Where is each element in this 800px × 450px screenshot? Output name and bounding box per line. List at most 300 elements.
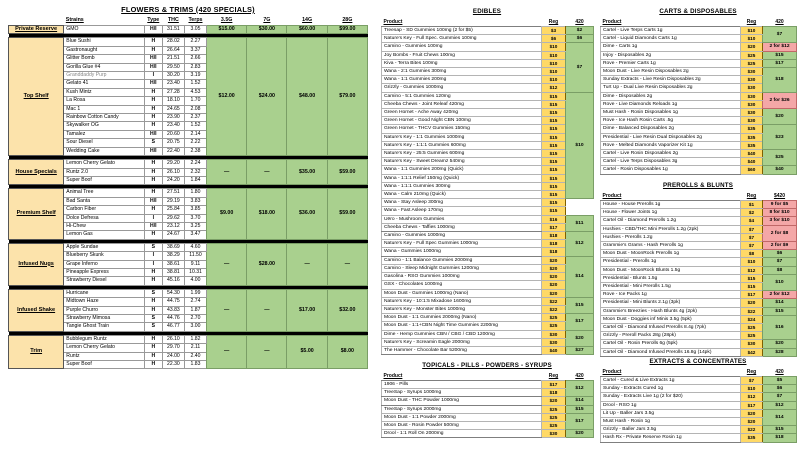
regular-price: $15 bbox=[741, 274, 763, 282]
strain-name: Apple Sundae bbox=[64, 243, 144, 251]
strain-terps: 2.27 bbox=[184, 38, 206, 46]
regular-price: $35 bbox=[741, 133, 763, 141]
strain-terps: 2.66 bbox=[184, 55, 206, 63]
regular-price: $15 bbox=[542, 141, 566, 149]
extracts-header-row bbox=[601, 368, 797, 377]
strain-type: I bbox=[144, 252, 162, 260]
product-name: Drool - RSO 1g bbox=[601, 401, 741, 409]
product-name: Joy Bombs - Fruit Chews 100mg bbox=[382, 51, 542, 59]
table-row bbox=[382, 141, 594, 149]
flowers-col-category bbox=[9, 16, 64, 26]
product-name: Grizzly - Baller Jars 3.5g bbox=[601, 426, 741, 434]
topicals-col-product: Product bbox=[382, 372, 542, 381]
strain-thc: 20.75 bbox=[162, 139, 184, 147]
sale-price: $40 bbox=[763, 166, 797, 174]
edibles-section-title: EDIBLES bbox=[472, 8, 502, 15]
product-name: Wana - 2:1 Gummies 300mg bbox=[382, 68, 542, 76]
table-row bbox=[382, 413, 594, 421]
product-name: Nature's Key - Screamin Eagle 2000mg bbox=[382, 338, 542, 346]
table-row bbox=[601, 51, 797, 59]
table-row bbox=[601, 434, 797, 442]
strain-thc: 38.69 bbox=[162, 243, 184, 251]
table-row bbox=[9, 243, 368, 251]
regular-price: $10 bbox=[741, 35, 763, 43]
strain-terps: 3.05 bbox=[184, 26, 206, 34]
regular-price: $15 bbox=[741, 283, 763, 291]
strain-type: H bbox=[144, 160, 162, 168]
strain-thc: 26.10 bbox=[162, 168, 184, 176]
regular-price: $7 bbox=[741, 377, 763, 385]
product-name: Presidential - Mini Blunts 2.1g (3pk) bbox=[601, 299, 741, 307]
regular-price: $15 bbox=[542, 133, 566, 141]
extracts-table bbox=[600, 368, 797, 443]
strain-name: Kush Mintz bbox=[64, 88, 144, 96]
sale-price: $14 bbox=[566, 256, 594, 297]
table-row bbox=[601, 27, 797, 35]
prerolls-table bbox=[600, 192, 797, 357]
strain-terps: 1.70 bbox=[184, 97, 206, 105]
sale-price: $8 bbox=[763, 266, 797, 274]
extracts-col-product: Product bbox=[601, 368, 741, 377]
table-row bbox=[382, 174, 594, 182]
regular-price: $17 bbox=[542, 223, 566, 231]
strain-name: Gelato 41 bbox=[64, 80, 144, 88]
product-name: Hushies - Prerolls 1.2g bbox=[601, 233, 741, 241]
flowers-col-terps: Terps bbox=[184, 16, 206, 26]
strain-terps: 11.50 bbox=[184, 252, 206, 260]
strain-terps: 2.08 bbox=[184, 105, 206, 113]
strain-name: Super Boof bbox=[64, 361, 144, 369]
table-row bbox=[382, 150, 594, 158]
strain-name: Lemon Cherry Gelato bbox=[64, 160, 144, 168]
strain-type: H bbox=[144, 189, 162, 197]
prerolls-col-reg: Reg bbox=[741, 192, 763, 201]
price-g28: — bbox=[327, 243, 367, 285]
strain-type: I bbox=[144, 260, 162, 268]
product-name: Wana - 1:1:1 Relief 150mg (Quick) bbox=[382, 174, 542, 182]
edibles-table bbox=[381, 18, 594, 355]
strain-thc: 38.29 bbox=[162, 252, 184, 260]
regular-price: $12 bbox=[542, 84, 566, 92]
strain-name: Hurricane bbox=[64, 289, 144, 297]
strain-type: H bbox=[144, 114, 162, 122]
price-g35: — bbox=[207, 335, 247, 369]
strain-name: Tangie Ghost Train bbox=[64, 323, 144, 331]
product-name: Rove - Ice Packs 1g bbox=[601, 291, 741, 299]
strain-type: H bbox=[144, 122, 162, 130]
topicals-header-row bbox=[382, 372, 594, 381]
regular-price: $20 bbox=[542, 289, 566, 297]
table-row bbox=[601, 258, 797, 266]
strain-terps: 3.70 bbox=[184, 214, 206, 222]
table-row bbox=[601, 393, 797, 401]
table-row bbox=[382, 125, 594, 133]
product-name: Moon Dust - 1:1+CBN Night Time Gummies 2200mg bbox=[382, 322, 542, 330]
sale-price: $18 bbox=[763, 68, 797, 93]
sale-price: $16 bbox=[763, 315, 797, 340]
sale-price: $15 bbox=[763, 51, 797, 59]
regular-price: $15 bbox=[542, 158, 566, 166]
price-g14: $5.00 bbox=[287, 335, 327, 369]
sale-price: $18 bbox=[763, 434, 797, 442]
product-name: Sunday - Extracts Live 1g (2 for $20) bbox=[601, 393, 741, 401]
table-row bbox=[601, 150, 797, 158]
strain-terps: 1.82 bbox=[184, 335, 206, 343]
strain-terps: 3.00 bbox=[184, 323, 206, 331]
sale-price: 2 for $12 bbox=[763, 291, 797, 299]
strain-thc: 38.61 bbox=[162, 260, 184, 268]
table-row bbox=[601, 266, 797, 274]
product-name: Rove - Melted Diamonds Vaporizer Kit 1g bbox=[601, 141, 741, 149]
regular-price: $15 bbox=[542, 174, 566, 182]
strain-terps: 1.84 bbox=[184, 176, 206, 184]
strain-terps: 3.85 bbox=[184, 206, 206, 214]
regular-price: $15 bbox=[542, 109, 566, 117]
strain-thc: 46.77 bbox=[162, 323, 184, 331]
strain-terps: 2.24 bbox=[184, 160, 206, 168]
sale-price: $7 bbox=[763, 258, 797, 266]
product-name: Nature's Key - 10:1:5 Mixadose 1600mg bbox=[382, 297, 542, 305]
price-g7: $28.00 bbox=[247, 243, 287, 285]
product-name: Wana - Fast Asleep 170mg bbox=[382, 207, 542, 215]
table-row bbox=[382, 289, 594, 297]
regular-price: $20 bbox=[741, 418, 763, 426]
prerolls-and-blunts-section bbox=[600, 182, 796, 357]
regular-price: $10 bbox=[741, 27, 763, 35]
product-name: Wana - 1:1 Gummies 200mg (Quick) bbox=[382, 166, 542, 174]
product-name: Camino - 5:1 Gummies 120mg bbox=[382, 92, 542, 100]
strain-terps: 2.74 bbox=[184, 298, 206, 306]
table-row bbox=[382, 273, 594, 281]
table-row bbox=[601, 274, 797, 282]
price-g14: $48.00 bbox=[287, 38, 327, 156]
product-name: Rove - Premier Carts 1g bbox=[601, 59, 741, 67]
product-name: TreeSap - Syrups 1000mg bbox=[382, 389, 542, 397]
product-name: Moon Dust - Rosin Powder 500mg bbox=[382, 422, 542, 430]
product-name: Wana - Calm 210mg (Quick) bbox=[382, 191, 542, 199]
strain-terps: 3.37 bbox=[184, 46, 206, 54]
strain-thc: 25.84 bbox=[162, 206, 184, 214]
strain-terps: 2.38 bbox=[184, 147, 206, 155]
table-row bbox=[382, 76, 594, 84]
table-row bbox=[601, 340, 797, 348]
product-name: Rove - Live Diamonds Reloads 1g bbox=[601, 100, 741, 108]
strain-type: H/I bbox=[144, 197, 162, 205]
regular-price: $25 bbox=[741, 51, 763, 59]
strain-type: H/I bbox=[144, 147, 162, 155]
strain-name: Carbon Fiber bbox=[64, 206, 144, 214]
sale-price: $23 bbox=[763, 125, 797, 150]
table-row bbox=[382, 35, 594, 43]
regular-price: $25 bbox=[542, 413, 566, 421]
table-row bbox=[601, 242, 797, 250]
edibles-col-sale: 420 bbox=[566, 18, 594, 27]
strain-type: H bbox=[144, 352, 162, 360]
strain-terps: 3.25 bbox=[184, 222, 206, 230]
product-name: Cartel Oil - Rosin Prerolls 6g (5pk) bbox=[601, 340, 741, 348]
strain-terps: 2.32 bbox=[184, 168, 206, 176]
table-row bbox=[601, 409, 797, 417]
strain-terps: 2.40 bbox=[184, 352, 206, 360]
regular-price: $3 bbox=[542, 27, 566, 35]
strain-type: H bbox=[144, 206, 162, 214]
regular-price: $30 bbox=[542, 330, 566, 338]
price-g7: $24.00 bbox=[247, 38, 287, 156]
product-name: Dime - Hemp Gummies CBN / CBG / CBD 1200mg bbox=[382, 330, 542, 338]
price-g35: $15.00 bbox=[207, 26, 247, 34]
strain-thc: 43.83 bbox=[162, 306, 184, 314]
sale-price: 3 for $10 bbox=[763, 217, 797, 225]
product-name: The Hammer - Chocolate Bar 5200mg bbox=[382, 346, 542, 354]
product-name: Moon Dust - Doggies inf Minis 3.5g (5pk) bbox=[601, 315, 741, 323]
product-name: Must Hash - Rosin 1g bbox=[601, 418, 741, 426]
sale-price: $14 bbox=[566, 397, 594, 405]
sale-price: $5 bbox=[763, 377, 797, 385]
price-g14: $60.00 bbox=[287, 26, 327, 34]
strain-type: S bbox=[144, 289, 162, 297]
category-label-2: House Specials bbox=[9, 160, 64, 185]
regular-price: $25 bbox=[542, 422, 566, 430]
price-g35: $9.00 bbox=[207, 189, 247, 239]
strain-terps: 1.80 bbox=[184, 189, 206, 197]
table-row bbox=[382, 338, 594, 346]
product-name: Moon Dust - THC Powder 1000mg bbox=[382, 397, 542, 405]
strain-type: H bbox=[144, 105, 162, 113]
regular-price: $30 bbox=[741, 92, 763, 100]
product-name: Wana - 1:1 Gummies 200mg bbox=[382, 76, 542, 84]
sale-price: $25 bbox=[763, 150, 797, 166]
strain-terps: 1.83 bbox=[184, 361, 206, 369]
table-row bbox=[601, 291, 797, 299]
sale-price: $15 bbox=[566, 297, 594, 313]
product-name: Cartel Oil - Diamond Infused Prerolls 16.8g (14pk) bbox=[601, 348, 741, 356]
product-name: Cartel - Rosin Disposables 1g bbox=[601, 166, 741, 174]
product-name: Dime - Balanced Disposables 2g bbox=[601, 125, 741, 133]
strain-thc: 21.51 bbox=[162, 55, 184, 63]
prerolls-section-title: PREROLLS & BLUNTS bbox=[662, 182, 734, 189]
table-row bbox=[382, 100, 594, 108]
category-label-1: Top Shelf bbox=[9, 38, 64, 156]
strain-thc: 29.20 bbox=[162, 160, 184, 168]
table-row bbox=[382, 430, 594, 438]
regular-price: $20 bbox=[741, 299, 763, 307]
strain-name: Glitter Bomb bbox=[64, 55, 144, 63]
regular-price: $10 bbox=[741, 385, 763, 393]
strain-type: S bbox=[144, 139, 162, 147]
table-row bbox=[9, 189, 368, 197]
regular-price: $24 bbox=[741, 315, 763, 323]
strain-name: Purple Churro bbox=[64, 306, 144, 314]
strain-terps: 2.83 bbox=[184, 63, 206, 71]
strain-name: Hi-Chew bbox=[64, 222, 144, 230]
sale-price: $15 bbox=[566, 405, 594, 413]
sale-price: $27 bbox=[566, 346, 594, 354]
table-row bbox=[601, 315, 797, 323]
regular-price: $30 bbox=[741, 100, 763, 108]
price-g7: $18.00 bbox=[247, 189, 287, 239]
strain-type: H/I bbox=[144, 26, 162, 34]
product-name: Nature's Key - 1:1:1 Gummies 600mg bbox=[382, 141, 542, 149]
product-name: Sunday Extracts - Live Resin Disposables 2g bbox=[601, 76, 741, 84]
strain-terps: 4.00 bbox=[184, 277, 206, 285]
category-label-5: Infused Shake bbox=[9, 289, 64, 331]
product-name: Cartel - Live Rosin Disposables 2g bbox=[601, 150, 741, 158]
topicals-col-reg: Reg bbox=[542, 372, 566, 381]
strain-type: H bbox=[144, 344, 162, 352]
price-g7: $30.00 bbox=[247, 26, 287, 34]
extracts-section-title: EXTRACTS & CONCENTRATES bbox=[649, 358, 747, 365]
price-g14: $17.00 bbox=[287, 289, 327, 331]
table-row bbox=[382, 68, 594, 76]
strain-type: S bbox=[144, 323, 162, 331]
price-g28: $59.00 bbox=[327, 160, 367, 185]
product-name: Grizzly - Gummies 1000mg bbox=[382, 84, 542, 92]
regular-price: $20 bbox=[542, 264, 566, 272]
strain-name: Animal Tree bbox=[64, 189, 144, 197]
sale-price: $17 bbox=[763, 59, 797, 67]
table-row bbox=[601, 348, 797, 356]
regular-price: $15 bbox=[542, 117, 566, 125]
regular-price: $40 bbox=[542, 346, 566, 354]
product-name: Presidential - Mini Prerolls 1.5g bbox=[601, 283, 741, 291]
strain-thc: 23.40 bbox=[162, 122, 184, 130]
table-row bbox=[601, 426, 797, 434]
regular-price: $18 bbox=[542, 248, 566, 256]
sale-price: $12 bbox=[566, 381, 594, 397]
product-name: Must Hash - Rosin Disposables 1g bbox=[601, 109, 741, 117]
prerolls-col-sale: $420 bbox=[763, 192, 797, 201]
product-name: Hushies - CBD/THC Mini Prerolls 1.2g (2pk) bbox=[601, 225, 741, 233]
flowers-table bbox=[8, 16, 368, 369]
strain-type: H bbox=[144, 268, 162, 276]
regular-price: $15 bbox=[542, 125, 566, 133]
regular-price: $30 bbox=[741, 68, 763, 76]
regular-price: $10 bbox=[741, 258, 763, 266]
regular-price: $7 bbox=[741, 225, 763, 233]
strain-name: La Rosa bbox=[64, 97, 144, 105]
product-name: Camino - Gummies 1000mg bbox=[382, 232, 542, 240]
strain-terps: 4.60 bbox=[184, 243, 206, 251]
regular-price: $10 bbox=[542, 51, 566, 59]
prerolls-col-product: Product bbox=[601, 192, 741, 201]
product-name: Cartel Oil - Diamond Infused Prerolls 8.4g (7pk) bbox=[601, 324, 741, 332]
table-row bbox=[382, 59, 594, 67]
product-name: Green Hornet - THCV Gummies 150mg bbox=[382, 125, 542, 133]
sale-price: $2 bbox=[566, 27, 594, 35]
product-name: Drool - 1:1 Roll On 2000mg bbox=[382, 430, 542, 438]
regular-price: $40 bbox=[741, 158, 763, 166]
regular-price: $25 bbox=[542, 405, 566, 413]
product-name: Nature's Key - Full Spec. Gummies 100mg bbox=[382, 35, 542, 43]
strain-name: Super Boof bbox=[64, 176, 144, 184]
flowers-col-g35: 3.5G bbox=[207, 16, 247, 26]
table-row bbox=[382, 240, 594, 248]
price-g28: $32.00 bbox=[327, 289, 367, 331]
carts-col-product: Product bbox=[601, 18, 741, 27]
strain-thc: 26.64 bbox=[162, 46, 184, 54]
carts-section-title: CARTS & DISPOSABLES bbox=[659, 8, 737, 15]
regular-price: $2 bbox=[741, 209, 763, 217]
regular-price: $10 bbox=[542, 43, 566, 51]
product-name: Wana - 1:1:1 Gummies 300mg bbox=[382, 182, 542, 190]
table-row bbox=[601, 209, 797, 217]
strain-thc: 22.40 bbox=[162, 147, 184, 155]
table-row bbox=[601, 166, 797, 174]
topicals-section-title: TOPICALS - PILLS - POWDERS - SYRUPS bbox=[422, 362, 552, 369]
strain-name: Dolce Defresa bbox=[64, 214, 144, 222]
sale-price: $15 bbox=[763, 307, 797, 315]
strain-name: Midtown Haze bbox=[64, 298, 144, 306]
regular-price: $25 bbox=[741, 59, 763, 67]
category-label-3: Premium Shelf bbox=[9, 189, 64, 239]
table-row bbox=[9, 289, 368, 297]
sale-price: $10 bbox=[763, 274, 797, 290]
table-row bbox=[9, 335, 368, 343]
regular-price: $25 bbox=[741, 332, 763, 340]
strain-thc: 20.60 bbox=[162, 130, 184, 138]
sale-price: $12 bbox=[566, 232, 594, 257]
carts-col-reg: Reg bbox=[741, 18, 763, 27]
product-name: Cartel - Liquid Diamonds Carts 1g bbox=[601, 35, 741, 43]
flowers-col-thc: THC bbox=[162, 16, 184, 26]
product-name: Camino - Gummies 100mg bbox=[382, 43, 542, 51]
price-g7: — bbox=[247, 160, 287, 185]
price-g14: $35.00 bbox=[287, 160, 327, 185]
strain-type: H/I bbox=[144, 55, 162, 63]
table-row bbox=[382, 248, 594, 256]
regular-price: $20 bbox=[542, 273, 566, 281]
regular-price: $20 bbox=[741, 409, 763, 417]
regular-price: $18 bbox=[542, 232, 566, 240]
strain-thc: 24.65 bbox=[162, 105, 184, 113]
product-name: Nature's Key - Full Spec Gummies 1000mg bbox=[382, 240, 542, 248]
regular-price: $30 bbox=[542, 430, 566, 438]
strain-terps: 2.70 bbox=[184, 315, 206, 323]
strain-terps: 2.11 bbox=[184, 344, 206, 352]
regular-price: $20 bbox=[542, 397, 566, 405]
table-row bbox=[601, 92, 797, 100]
strain-name: Strawberry Diesel bbox=[64, 277, 144, 285]
product-name: Cartel - Live Terps Carts 1g bbox=[601, 27, 741, 35]
regular-price: $15 bbox=[542, 207, 566, 215]
strain-type: H/I bbox=[144, 80, 162, 88]
table-row bbox=[382, 264, 594, 272]
sale-price: $17 bbox=[566, 314, 594, 330]
regular-price: $60 bbox=[741, 166, 763, 174]
strain-thc: 38.81 bbox=[162, 268, 184, 276]
strain-thc: 24.00 bbox=[162, 352, 184, 360]
regular-price: $30 bbox=[741, 76, 763, 84]
table-row bbox=[382, 43, 594, 51]
table-row bbox=[382, 191, 594, 199]
strain-type: H/I bbox=[144, 130, 162, 138]
extracts-col-reg: Reg bbox=[741, 368, 763, 377]
table-row bbox=[382, 223, 594, 231]
product-name: Grizzly - Preroll Packs 28g (28pk) bbox=[601, 332, 741, 340]
strain-thc: 27.28 bbox=[162, 88, 184, 96]
regular-price: $17 bbox=[741, 401, 763, 409]
sale-price: $6 bbox=[763, 250, 797, 258]
strain-thc: 23.12 bbox=[162, 222, 184, 230]
strain-name: Bad Santa bbox=[64, 197, 144, 205]
topicals-col-sale: 420 bbox=[566, 372, 594, 381]
price-g35: — bbox=[207, 289, 247, 331]
product-name: Grammie's Breezies - Hash Blunts 4g (2pk) bbox=[601, 307, 741, 315]
product-name: Moon Dust - Gummies 1000mg (Nano) bbox=[382, 289, 542, 297]
sale-price: $14 bbox=[763, 299, 797, 307]
strain-terps: 2.14 bbox=[184, 130, 206, 138]
regular-price: $25 bbox=[741, 324, 763, 332]
